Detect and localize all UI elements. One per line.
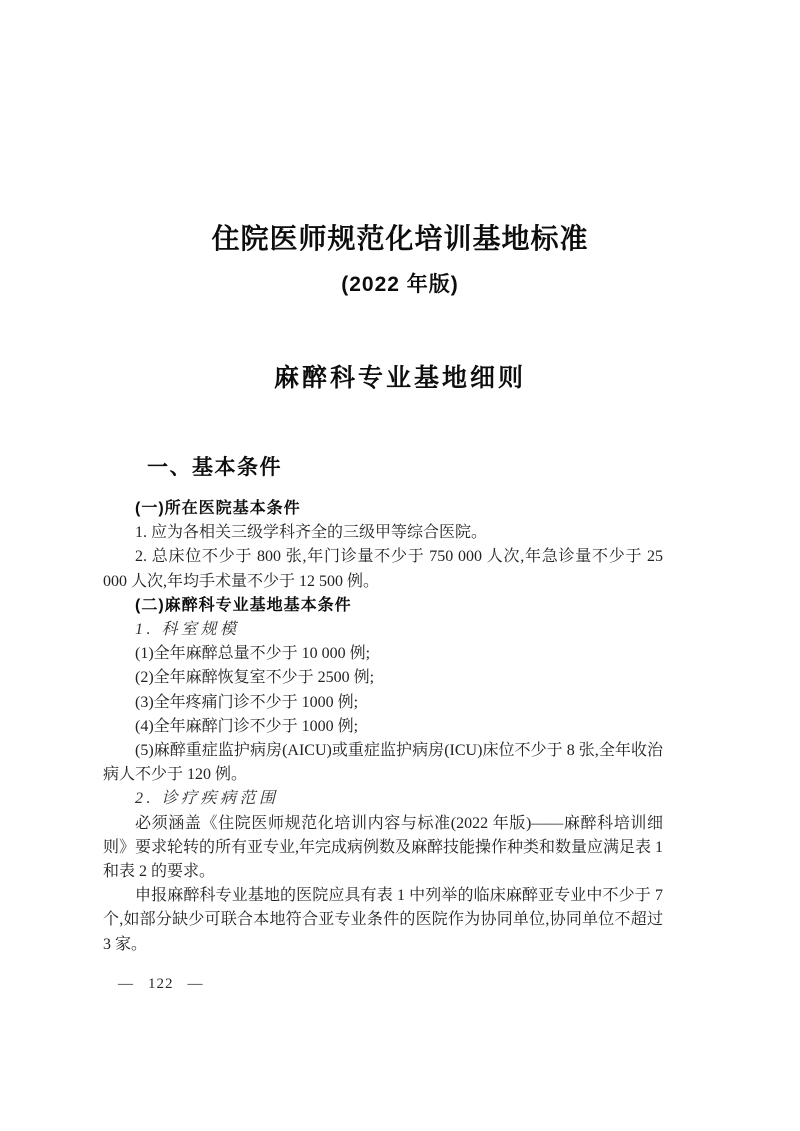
footer-dash-right: — [187, 976, 204, 992]
heading-basic-conditions: 一、基本条件 [147, 456, 282, 479]
title-block [0, 0, 800, 393]
body-paragraph: (2)全年麻醉恢复室不少于 2500 例; [135, 669, 375, 687]
body-paragraph: (4)全年麻醉门诊不少于 1000 例; [135, 717, 359, 735]
body-paragraph: (1)全年麻醉总量不少于 10 000 例; [135, 645, 371, 663]
body-paragraph: 申报麻醉科专业基地的医院应具有表 1 中列举的临床麻醉亚专业中不少于 7 个,如部分缺少可联合本地符合亚专业条件的医院作为协同单位,协同单位不超过 3 家。 [103, 887, 663, 953]
item-label-paragraph: 1. 科室规模 [135, 621, 240, 639]
body-paragraph: (5)麻醉重症监护病房(AICU)或重症监护病房(ICU)床位不少于 8 张,全年收治病人不少于 120 例。 [103, 742, 663, 784]
document-edition: (2022 年版) [341, 273, 459, 296]
subheading-paragraph: (一)所在医院基本条件 [135, 500, 301, 517]
page-footer [118, 974, 204, 994]
paragraph-list [103, 497, 663, 957]
body-paragraph: 1. 应为各相关三级学科齐全的三级甲等综合医院。 [135, 524, 488, 542]
body-paragraph: (3)全年疼痛门诊不少于 1000 例; [135, 693, 359, 711]
body-paragraph: 2. 总床位不少于 800 张,年门诊量不少于 750 000 人次,年急诊量不少于 25 000 人次,年均手术量不少于 12 500 例。 [103, 548, 663, 590]
body-paragraph: 必须涵盖《住院医师规范化培训内容与标准(2022 年版)——麻醉科培训细则》要求轮转的所有亚专业,年完成病例数及麻醉技能操作种类和数量应满足表 1 和表 2 的要求。 [103, 814, 664, 881]
document-body [103, 455, 663, 957]
footer-dash-left: — [118, 976, 134, 992]
page-number: 122 [148, 976, 174, 992]
subheading-paragraph: (二)麻醉科专业基地基本条件 [135, 596, 352, 614]
document-main-title: 住院医师规范化培训基地标准 [211, 224, 589, 255]
item-label-paragraph: 2. 诊疗疾病范围 [135, 790, 279, 808]
section-title: 麻醉科专业基地细则 [273, 364, 526, 392]
